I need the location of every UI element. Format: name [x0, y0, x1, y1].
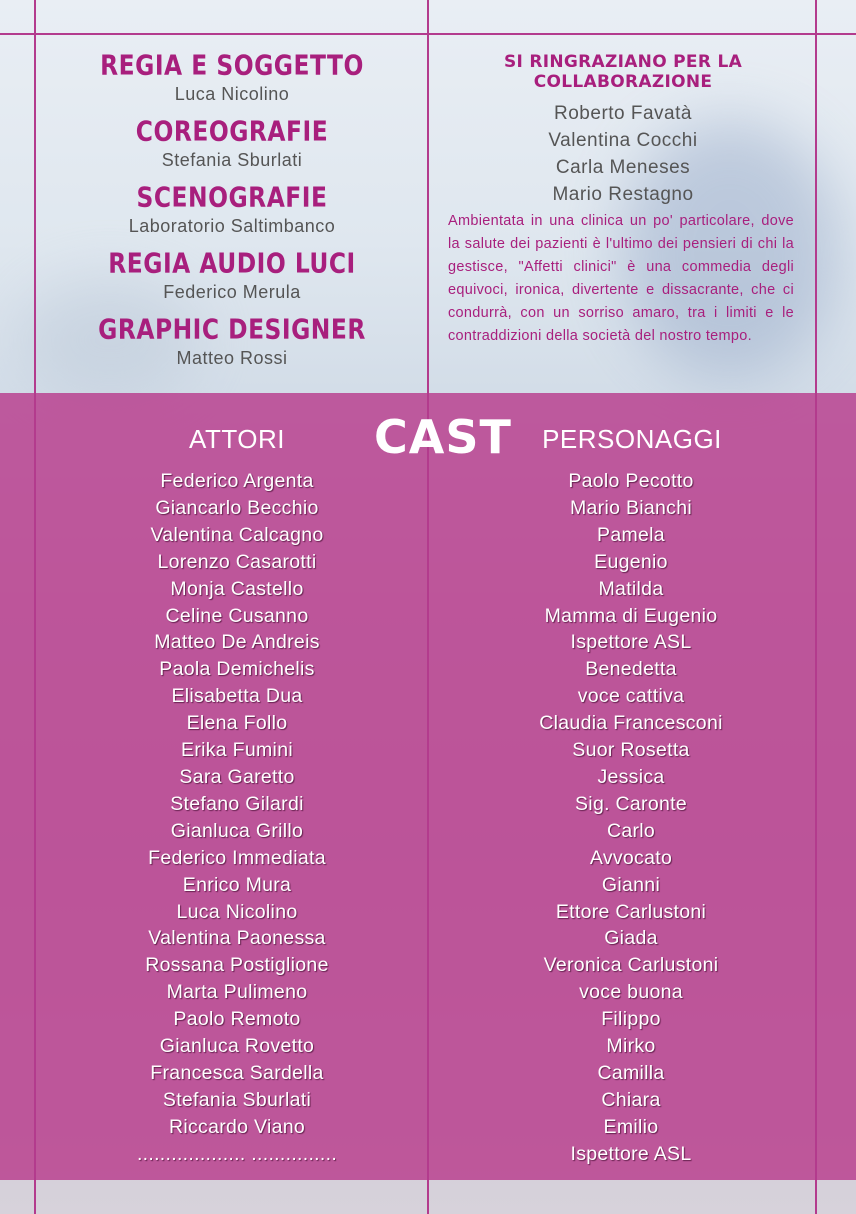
- character-name: Mirko: [606, 1035, 656, 1058]
- character-name: Eugenio: [594, 550, 668, 573]
- credit-name: Stefania Sburlati: [161, 150, 303, 170]
- character-name: Veronica Carlustoni: [543, 954, 719, 977]
- actor-name: Stefania Sburlati: [162, 1088, 312, 1111]
- actor-name: Erika Fumini: [181, 739, 293, 762]
- thanks-name: Valentina Cocchi: [548, 130, 698, 151]
- actor-name: Federico Argenta: [160, 470, 314, 492]
- characters-header: PERSONAGGI: [542, 424, 722, 454]
- character-name: Avvocato: [589, 846, 673, 869]
- character-name: Ispettore ASL: [570, 1142, 692, 1165]
- character-name: Paolo Pecotto: [568, 470, 694, 492]
- actor-name: Gianluca Rovetto: [159, 1035, 315, 1058]
- thanks-name: Roberto Favatà: [554, 103, 692, 124]
- thanks-name: Carla Meneses: [555, 157, 691, 178]
- actor-name: ................... ...............: [136, 1142, 338, 1165]
- character-name: Ispettore ASL: [570, 631, 692, 654]
- character-name: Chiara: [601, 1088, 661, 1111]
- actor-name: Valentina Paonessa: [148, 927, 326, 950]
- credit-name: Federico Merula: [163, 282, 301, 302]
- credit-name: Matteo Rossi: [176, 348, 288, 368]
- thanks-title: SI RINGRAZIANO PER LA COLLABORAZIONE: [503, 52, 743, 92]
- character-name: Claudia Francesconi: [539, 712, 723, 735]
- credit-role: REGIA AUDIO LUCI: [108, 248, 356, 280]
- character-name: Giada: [604, 927, 658, 950]
- actor-name: Elena Follo: [186, 712, 288, 735]
- actor-name: Paola Demichelis: [159, 658, 315, 681]
- actor-name: Luca Nicolino: [176, 900, 298, 923]
- character-name: Benedetta: [585, 658, 677, 681]
- character-name: Pamela: [597, 523, 665, 546]
- synopsis: Ambientata in una clinica un po' particolare, dove la salute dei pazienti è l'ultimo dei pensieri di chi la gestisce, "Affetti clinici" è una commedia degli equivoci, ironica, divertente e dissacrante, che ci condurrà, con un sorriso amaro, tra i limiti e le contraddizioni della società del nostro tempo.: [448, 213, 794, 344]
- actor-name: Celine Cusanno: [165, 604, 309, 627]
- character-name: voce cattiva: [577, 685, 685, 708]
- thanks-section: [430, 52, 816, 208]
- actor-name: Rossana Postiglione: [145, 954, 329, 977]
- character-name: Carlo: [606, 819, 656, 842]
- credit-role: SCENOGRAFIE: [136, 182, 328, 214]
- actors-header: ATTORI: [189, 424, 285, 454]
- actor-name: Elisabetta Dua: [171, 685, 303, 708]
- character-name: Mario Bianchi: [569, 496, 693, 519]
- character-name: Matilda: [598, 577, 664, 600]
- actor-name: Lorenzo Casarotti: [157, 550, 317, 573]
- actors-list: [116, 468, 358, 1168]
- characters-list: [510, 468, 752, 1168]
- actor-name: Monja Castello: [170, 577, 304, 600]
- credit-name: Luca Nicolino: [174, 84, 290, 104]
- credit-role: GRAPHIC DESIGNER: [98, 314, 366, 346]
- character-name: Filippo: [601, 1008, 661, 1031]
- actor-name: Sara Garetto: [179, 765, 295, 788]
- character-name: Gianni: [601, 873, 661, 896]
- character-name: voce buona: [579, 981, 683, 1004]
- credits-section: [36, 50, 428, 380]
- character-name: Suor Rosetta: [572, 739, 690, 762]
- actor-name: Riccardo Viano: [168, 1115, 306, 1138]
- actor-name: Enrico Mura: [182, 873, 292, 896]
- character-name: Jessica: [597, 765, 665, 788]
- actor-name: Federico Immediata: [148, 846, 326, 869]
- actor-name: Gianluca Grillo: [170, 819, 304, 842]
- thanks-names: [430, 100, 816, 208]
- actor-name: Giancarlo Becchio: [155, 496, 319, 519]
- actor-name: Stefano Gilardi: [170, 792, 304, 815]
- actor-name: Valentina Calcagno: [150, 523, 324, 546]
- actor-name: Marta Pulimeno: [166, 981, 308, 1004]
- thanks-name: Mario Restagno: [552, 184, 694, 205]
- cast-title: CAST: [374, 410, 512, 464]
- credit-name: Laboratorio Saltimbanco: [128, 216, 336, 236]
- character-name: Emilio: [603, 1115, 659, 1138]
- credit-role: COREOGRAFIE: [135, 116, 329, 148]
- character-name: Camilla: [597, 1061, 665, 1084]
- divider-top: [0, 33, 856, 35]
- actor-name: Paolo Remoto: [173, 1008, 301, 1031]
- character-name: Ettore Carlustoni: [555, 900, 707, 923]
- credit-role: REGIA E SOGGETTO: [100, 50, 364, 82]
- actor-name: Francesca Sardella: [150, 1061, 324, 1084]
- character-name: Mamma di Eugenio: [544, 604, 718, 627]
- actor-name: Matteo De Andreis: [154, 631, 320, 654]
- character-name: Sig. Caronte: [575, 792, 687, 815]
